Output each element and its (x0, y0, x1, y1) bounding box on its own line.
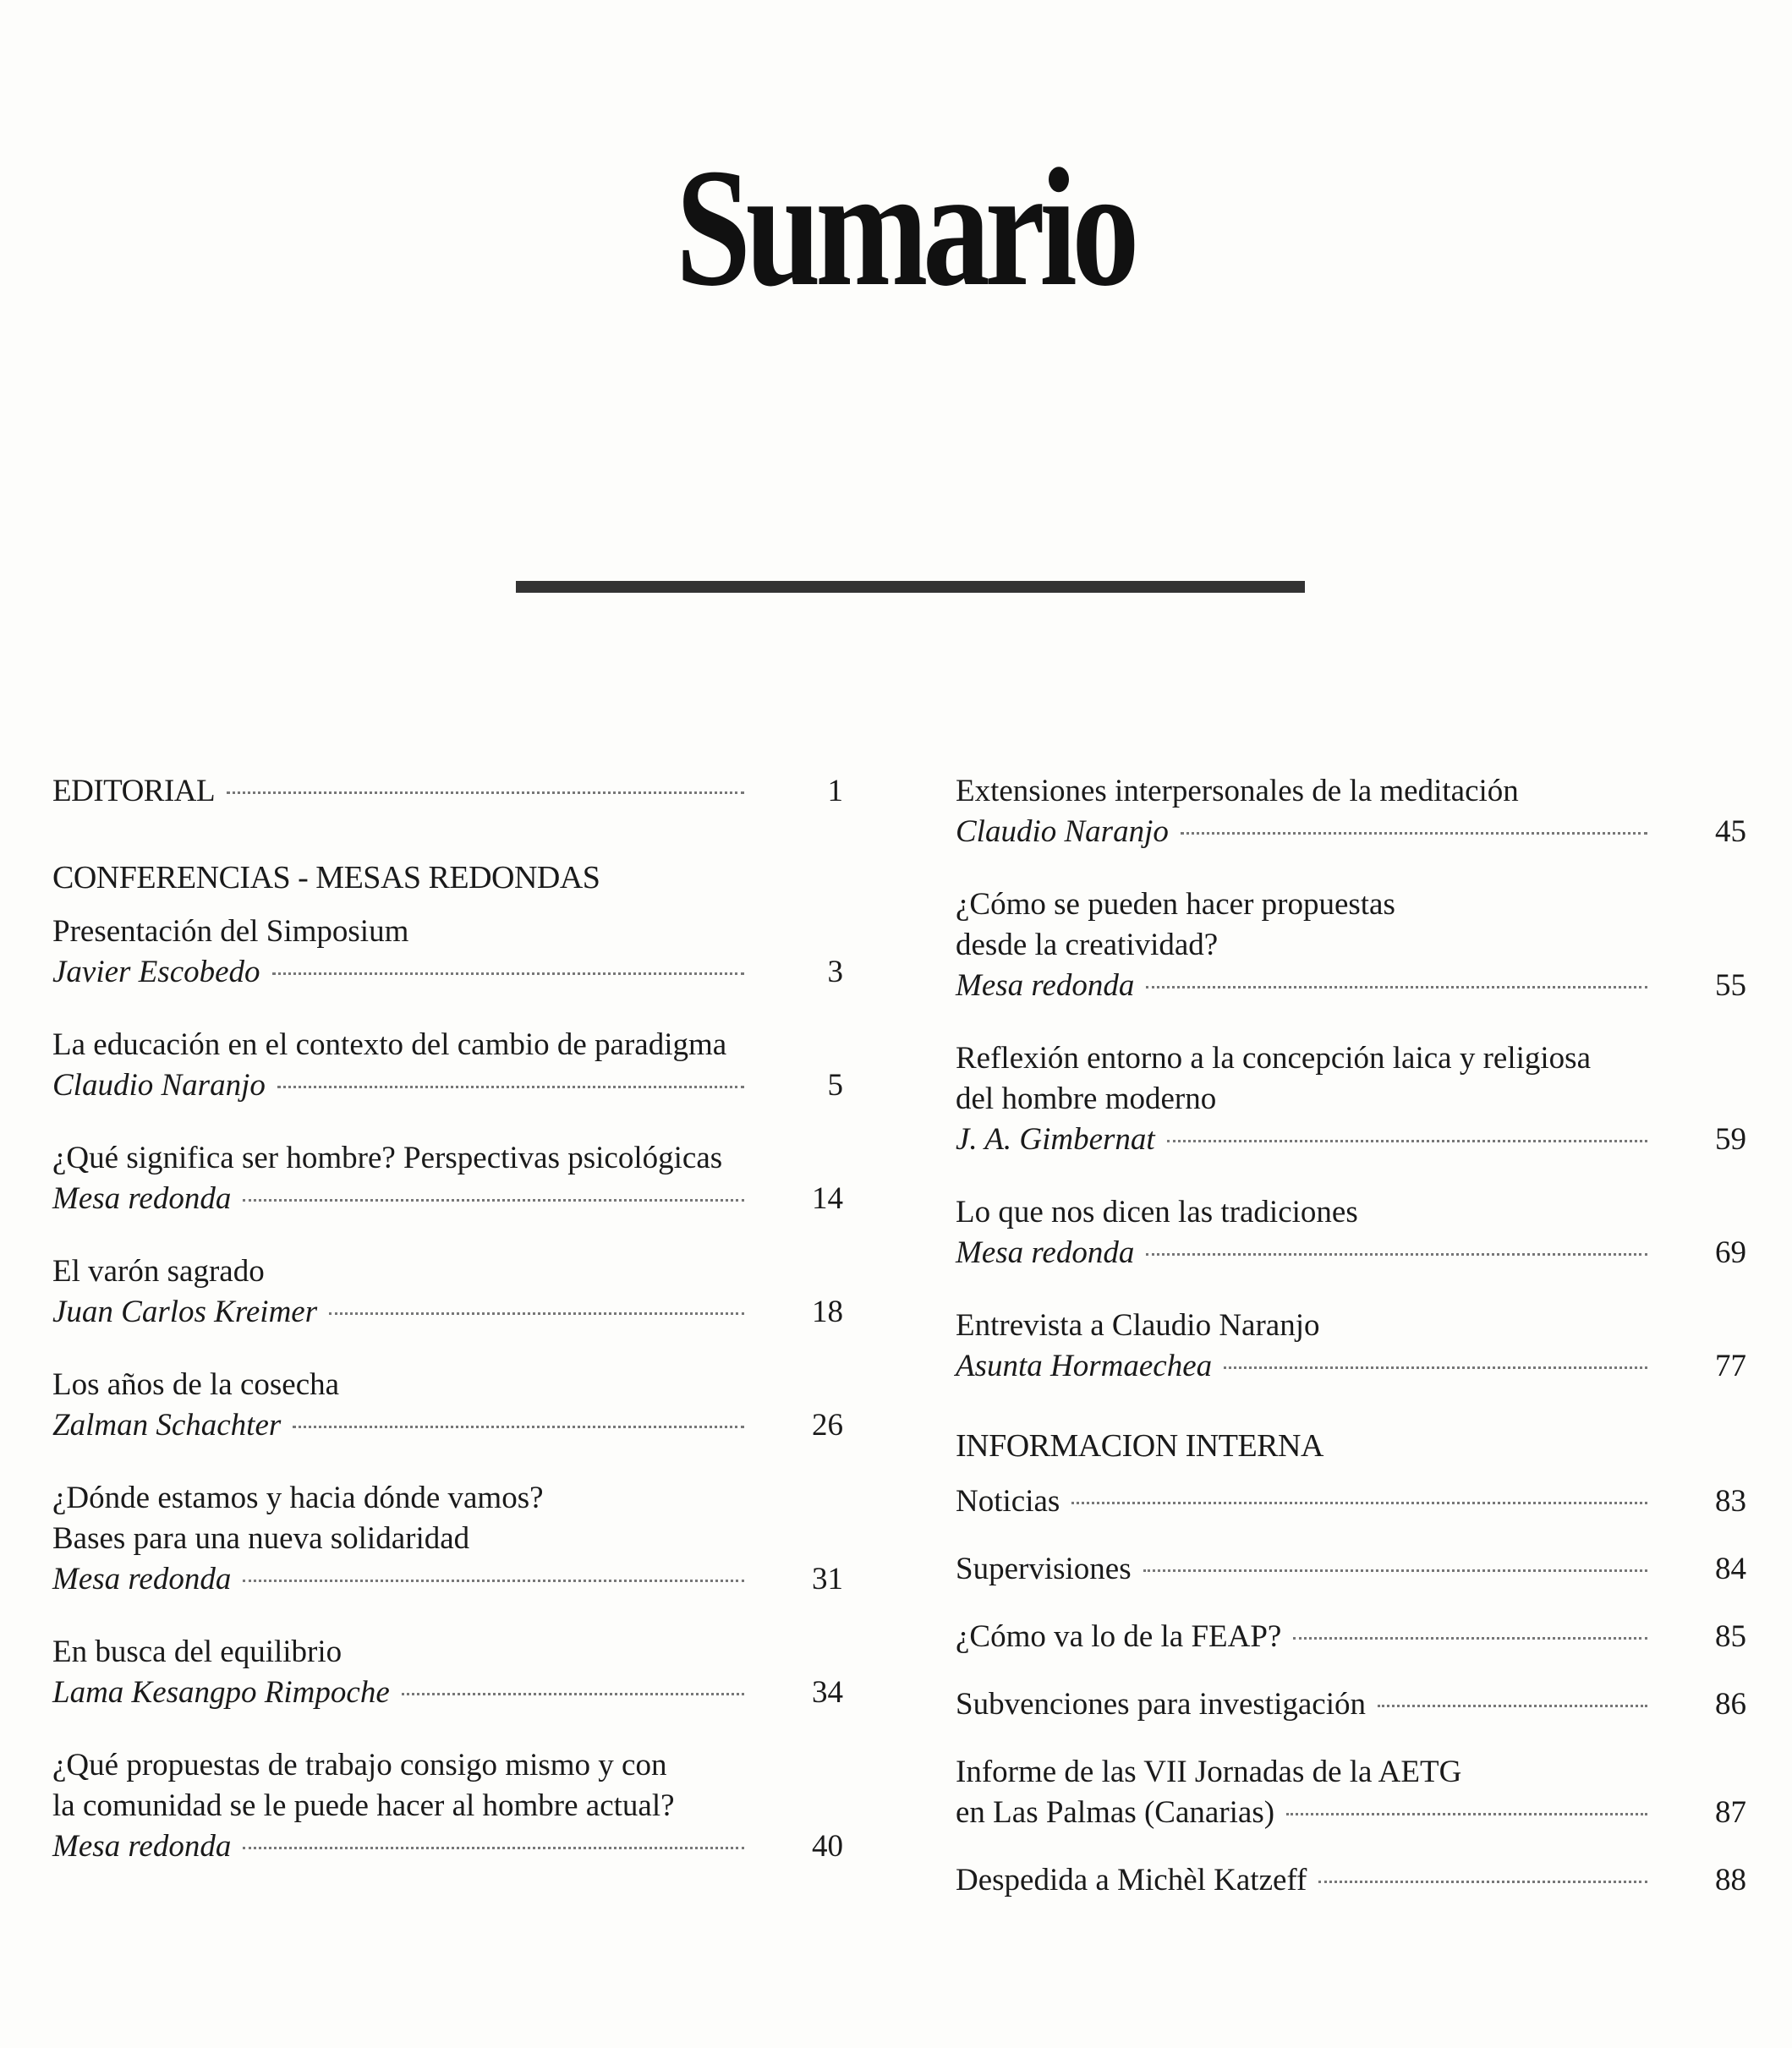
entry-title: ¿Dónde estamos y hacia dónde vamos? (52, 1481, 544, 1515)
entry-title-line-2: desde la creatividad? (956, 928, 1219, 962)
entry-title-line-2: la comunidad se le puede hacer al hombre actual? (52, 1788, 675, 1823)
toc-entry[interactable] (956, 1684, 1746, 1725)
page-title: Sumario (676, 134, 1134, 321)
dot-leader (243, 1847, 744, 1849)
toc-entry[interactable] (52, 1025, 843, 1106)
entry-author: Asunta Hormaechea (956, 1349, 1213, 1383)
toc-entry-editorial[interactable] (52, 771, 843, 812)
toc-entry[interactable] (52, 912, 843, 993)
entry-title: Entrevista a Claudio Naranjo (956, 1308, 1320, 1343)
toc-entry[interactable] (52, 1745, 843, 1867)
entry-author: Mesa redonda (956, 1235, 1135, 1270)
toc-entry[interactable] (52, 1138, 843, 1219)
page-number: 40 (812, 1829, 843, 1864)
dot-leader (293, 1426, 744, 1428)
dot-leader (1224, 1366, 1647, 1369)
toc-entry-label: EDITORIAL (52, 774, 216, 808)
toc-entry[interactable] (956, 1617, 1746, 1657)
entry-title: Noticias (956, 1484, 1060, 1519)
entry-author: Claudio Naranjo (956, 814, 1169, 849)
entry-title: ¿Qué propuestas de trabajo consigo mismo y con (52, 1748, 667, 1782)
toc-entry[interactable] (956, 884, 1746, 1006)
dot-leader (1143, 1569, 1647, 1572)
page-number: 83 (1715, 1484, 1746, 1519)
entry-title: La educación en el contexto del cambio de paradigma (52, 1027, 727, 1062)
toc-entry[interactable] (52, 1251, 843, 1333)
page-number: 69 (1715, 1235, 1746, 1270)
page-number: 87 (1715, 1795, 1746, 1830)
dot-leader (1181, 832, 1647, 835)
entry-author: Mesa redonda (52, 1181, 232, 1216)
section-heading-conferencias: CONFERENCIAS - MESAS REDONDAS (52, 860, 600, 895)
page-number: 26 (812, 1408, 843, 1443)
page-number: 34 (812, 1675, 843, 1710)
entry-author: Claudio Naranjo (52, 1068, 266, 1103)
page-number: 18 (812, 1295, 843, 1329)
page-number: 1 (827, 774, 843, 808)
entry-title: Los años de la cosecha (52, 1367, 340, 1402)
page-number: 84 (1715, 1552, 1746, 1586)
page-number: 85 (1715, 1619, 1746, 1654)
page-number: 45 (1715, 814, 1746, 849)
entry-title-line-2: en Las Palmas (Canarias) (956, 1795, 1275, 1830)
entry-author: Javier Escobedo (52, 955, 260, 989)
entry-title: Lo que nos dicen las tradiciones (956, 1195, 1358, 1229)
toc-entry[interactable] (956, 1192, 1746, 1273)
entry-author: Mesa redonda (956, 968, 1135, 1003)
toc-entry[interactable] (956, 1860, 1746, 1901)
toc-entry[interactable] (956, 1038, 1746, 1160)
entry-title: Reflexión entorno a la concepción laica y religiosa (956, 1041, 1592, 1076)
dot-leader (1293, 1637, 1647, 1640)
section-heading-informacion: INFORMACION INTERNA (956, 1428, 1323, 1464)
toc-left-column (52, 771, 843, 1867)
page-number: 77 (1715, 1349, 1746, 1383)
entry-author: Mesa redonda (52, 1829, 232, 1864)
entry-title: Subvenciones para investigación (956, 1687, 1366, 1722)
page-number: 59 (1715, 1122, 1746, 1157)
entry-title: El varón sagrado (52, 1254, 265, 1289)
entry-title: Presentación del Simposium (52, 914, 409, 949)
title-rule (516, 581, 1305, 593)
page-number: 86 (1715, 1687, 1746, 1722)
entry-title: ¿Cómo se pueden hacer propuestas (956, 887, 1395, 922)
entry-title: ¿Cómo va lo de la FEAP? (956, 1619, 1282, 1654)
dot-leader (243, 1580, 744, 1582)
toc-entry[interactable] (956, 1752, 1746, 1833)
dot-leader (1318, 1881, 1647, 1883)
dot-leader (1071, 1502, 1647, 1504)
dot-leader (1378, 1705, 1647, 1707)
page-number: 31 (812, 1562, 843, 1596)
entry-title: Extensiones interpersonales de la meditación (956, 774, 1519, 808)
entry-title-line-2: del hombre moderno (956, 1081, 1217, 1116)
entry-author: J. A. Gimbernat (956, 1122, 1155, 1157)
dot-leader (402, 1693, 744, 1695)
entry-author: Zalman Schachter (52, 1408, 282, 1443)
toc-right-column (956, 771, 1746, 1901)
dot-leader (329, 1312, 744, 1315)
entry-author: Mesa redonda (52, 1562, 232, 1596)
toc-entry[interactable] (956, 771, 1746, 852)
entry-title: En busca del equilibrio (52, 1635, 343, 1669)
entry-title: ¿Qué significa ser hombre? Perspectivas psicológicas (52, 1141, 723, 1175)
page-number: 88 (1715, 1863, 1746, 1897)
toc-entry[interactable] (52, 1365, 843, 1446)
entry-title: Informe de las VII Jornadas de la AETG (956, 1755, 1462, 1789)
dot-leader (1146, 1253, 1647, 1256)
entry-author: Lama Kesangpo Rimpoche (52, 1675, 390, 1710)
dot-leader (227, 791, 744, 794)
page-number: 14 (812, 1181, 843, 1216)
toc-entry[interactable] (956, 1306, 1746, 1387)
dot-leader (1286, 1813, 1647, 1815)
toc-entry[interactable] (52, 1632, 843, 1713)
toc-entry[interactable] (956, 1481, 1746, 1522)
toc-entry[interactable] (956, 1549, 1746, 1590)
dot-leader (243, 1199, 744, 1202)
entry-title: Supervisiones (956, 1552, 1132, 1586)
toc-entry[interactable] (52, 1478, 843, 1600)
dot-leader (1146, 986, 1647, 988)
entry-title-line-2: Bases para una nueva solidaridad (52, 1521, 470, 1556)
dot-leader (1167, 1140, 1647, 1142)
page-number: 3 (827, 955, 843, 989)
dot-leader (272, 972, 744, 975)
dot-leader (277, 1086, 744, 1088)
page-number: 55 (1715, 968, 1746, 1003)
entry-title: Despedida a Michèl Katzeff (956, 1863, 1307, 1897)
page-number: 5 (827, 1068, 843, 1103)
entry-author: Juan Carlos Kreimer (52, 1295, 318, 1329)
